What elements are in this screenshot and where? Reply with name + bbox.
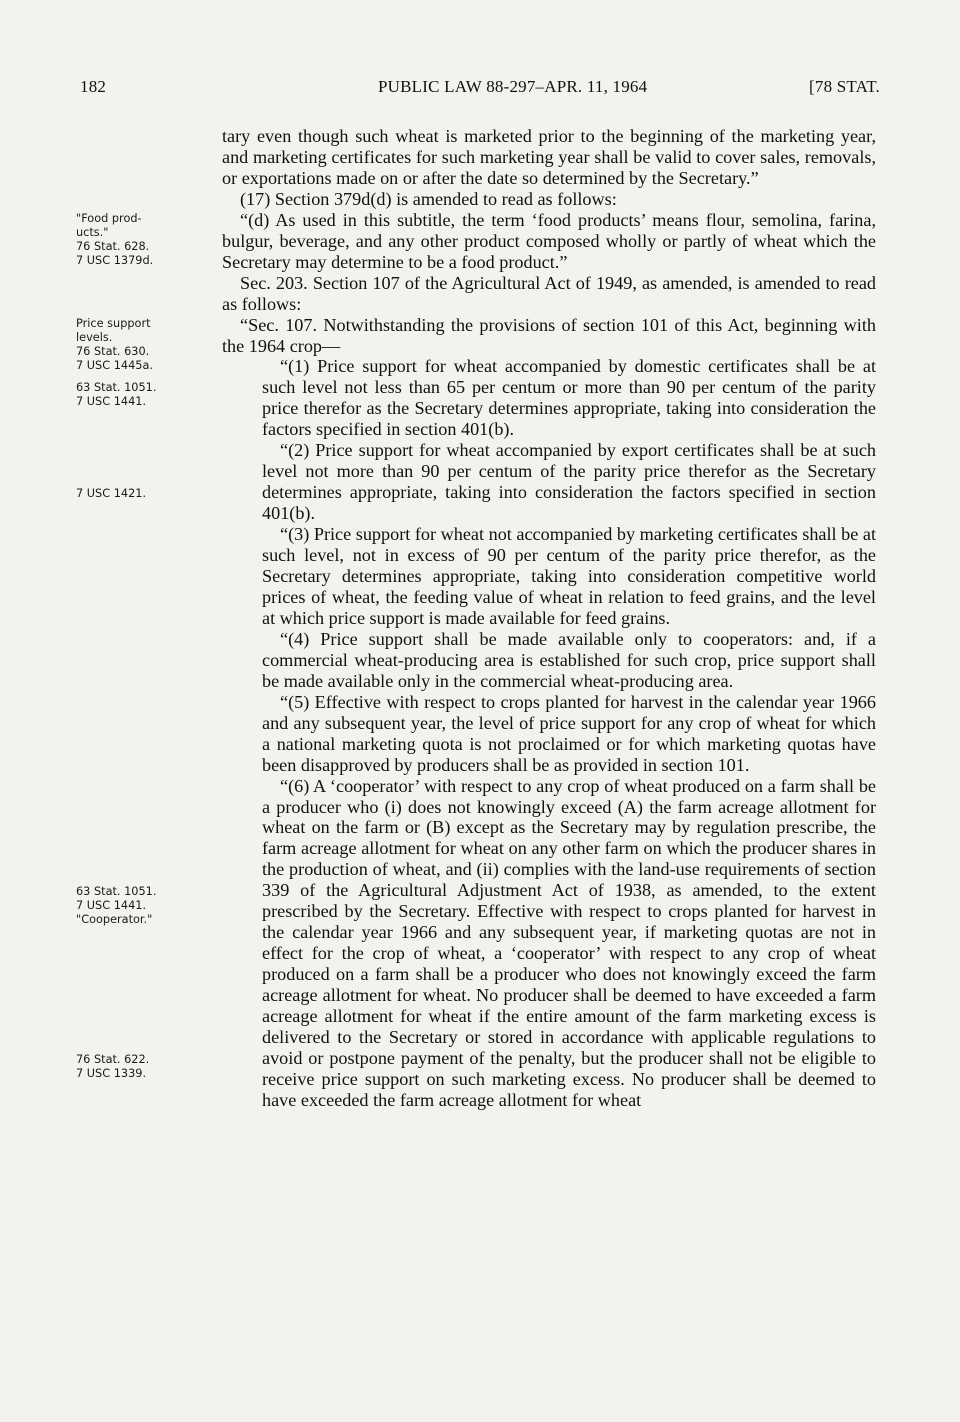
statute-volume: [78 STAT. <box>809 77 880 96</box>
margin-note-line: 7 USC 1441. <box>76 395 147 408</box>
margin-note-7-usc-1421 <box>76 487 206 501</box>
margin-note-line: 63 Stat. 1051. <box>76 885 157 898</box>
margin-note-line: "Cooperator." <box>76 913 153 926</box>
margin-note-line: 76 Stat. 622. <box>76 1053 150 1066</box>
body-text <box>222 126 876 1111</box>
subparagraph: “(3) Price support for wheat not accompanied by marketing certificates shall be at such level, not in excess of 90 per centum of the parity price therefor, as the Secretary determines appropriate, taking into consideration competitive world prices of wheat, the feeding value of wheat in relation to feed grains, and the level at which price support is made available for feed grains. <box>262 524 876 628</box>
margin-note-line: 63 Stat. 1051. <box>76 381 157 394</box>
margin-note-line: 7 USC 1379d. <box>76 254 154 267</box>
paragraph: tary even though such wheat is marketed prior to the beginning of the marketing year, and marketing certificates for such marketing year shall be valid to cover sales, removals, or exportations made on or after the date so determined by the Secretary.” <box>222 126 876 188</box>
subparagraph: “(4) Price support shall be made available only to cooperators: and, if a commercial wheat-producing area is established for such crop, price support shall be made available only in the commercial wheat-producing area. <box>262 628 876 691</box>
page-header <box>80 77 880 103</box>
margin-note-price-support <box>76 317 206 373</box>
law-title: PUBLIC LAW 88-297–APR. 11, 1964 <box>378 77 648 96</box>
page-number: 182 <box>80 77 107 96</box>
margin-note-line: ucts." <box>76 226 109 239</box>
subparagraph: “(1) Price support for wheat accompanied by domestic certificates shall be at such level not less than 65 per centum or more than 90 per centum of the parity price therefor as the Secretary determines appropriate, taking into consideration the factors specified in section 401(b). <box>262 356 876 440</box>
paragraph: (17) Section 379d(d) is amended to read as follows: <box>240 188 617 209</box>
margin-note-line: 7 USC 1339. <box>76 1067 147 1080</box>
margin-note-line: 7 USC 1445a. <box>76 359 153 372</box>
margin-note-line: 76 Stat. 628. <box>76 240 150 253</box>
margin-note-food-products <box>76 212 206 268</box>
margin-note-76-stat-622 <box>76 1053 206 1081</box>
margin-note-63-stat <box>76 381 206 409</box>
margin-note-line: "Food prod- <box>76 212 142 225</box>
margin-note-line: 76 Stat. 630. <box>76 345 150 358</box>
subparagraph: “(2) Price support for wheat accompanied by export certificates shall be at such level not more than 90 per centum of the parity price therefor as the Secretary determines appropriate, taking into consideration the factors specified in section 401(b). <box>262 440 876 524</box>
paragraph: Sec. 203. Section 107 of the Agricultural Act of 1949, as amended, is amended to read as follows: <box>222 272 876 314</box>
margin-note-line: 7 USC 1441. <box>76 899 147 912</box>
subparagraph: “(6) A ‘cooperator’ with respect to any crop of wheat produced on a farm shall be a producer who (i) does not knowingly exceed (A) the farm acreage allotment for wheat on the farm or (B) except as the Secretary may by regulation prescribe, the farm acreage allotment for wheat on any other farm on which the producer shares in the production of wheat, and (ii) complies with the land-use requirements of section 339 of the Agricultural Adjustment Act of 1938, as amended, to the extent prescribed by the Secretary. Effective with respect to crops planted for harvest in the calendar year 1966 and any subsequent year, if marketing quotas are not in effect for the crop of wheat, a ‘cooperator’ with respect to any crop of wheat produced on a farm shall be a producer who does not knowingly exceed the farm acreage allotment for wheat. No producer shall be deemed to have exceeded a farm acreage allotment for wheat if the entire amount of the farm marketing excess is delivered to the Secretary or stored in accordance with applicable regulations to avoid or postpone payment of the penalty, but the producer shall not be eligible to receive price support on such marketing excess. No producer shall be deemed to have exceeded the farm acreage allotment for wheat <box>262 775 876 1110</box>
subparagraph: “(5) Effective with respect to crops planted for harvest in the calendar year 1966 and any subsequent year, the level of price support for any crop of wheat for which a national marketing quota is not proclaimed or for which marketing quotas have been disapproved by producers shall be as provided in section 101. <box>262 691 876 775</box>
margin-note-line: Price support <box>76 317 151 330</box>
margin-note-cooperator <box>76 885 206 927</box>
paragraph: “(d) As used in this subtitle, the term ‘food products’ means flour, semolina, farina, bulgur, beverage, and any other product composed wholly or partly of wheat which the Secretary may determine to be a food product.” <box>222 209 876 272</box>
margin-note-line: levels. <box>76 331 113 344</box>
paragraph: “Sec. 107. Notwithstanding the provisions of section 101 of this Act, beginning with the 1964 crop— <box>222 314 876 356</box>
margin-note-line: 7 USC 1421. <box>76 487 147 500</box>
